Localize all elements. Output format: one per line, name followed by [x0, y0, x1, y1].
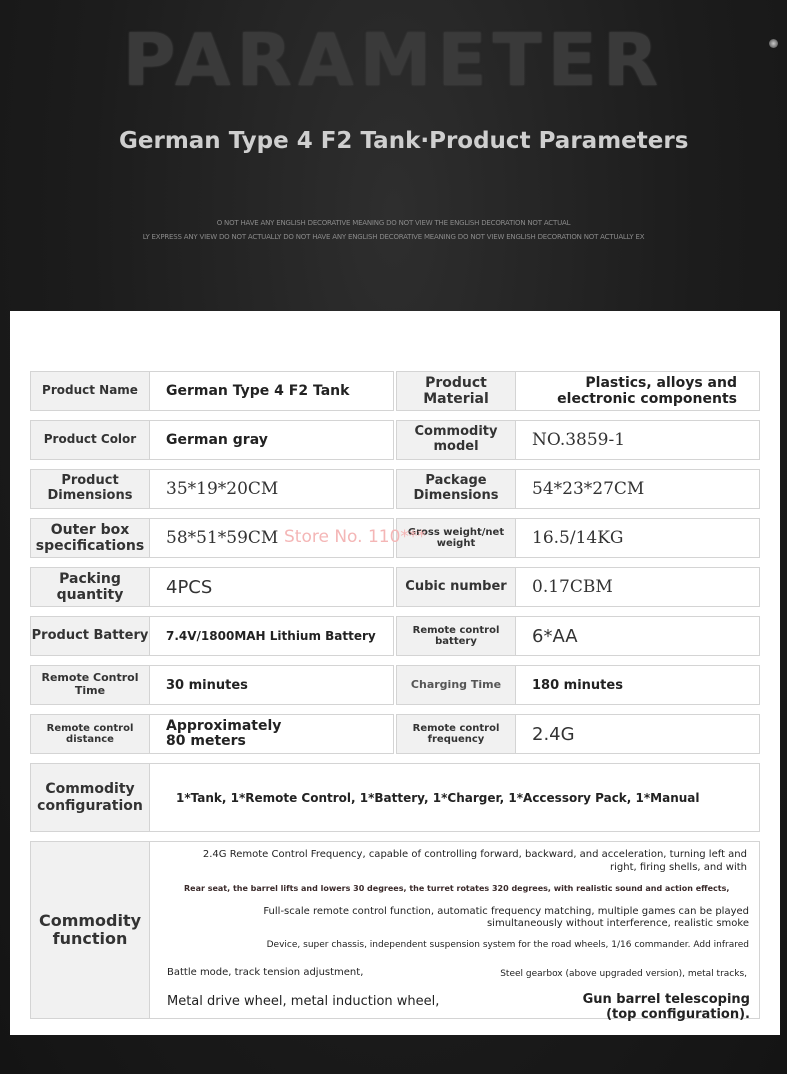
- value-product-material: Plastics, alloys and electronic components: [515, 371, 760, 411]
- function-line-3: Rear seat, the barrel lifts and lowers 30 degrees, the turret rotates 320 degrees, with realistic sound and action effects,: [184, 884, 730, 893]
- value-commodity-model: NO.3859-1: [515, 420, 760, 460]
- store-watermark: Store No. 110***: [284, 527, 426, 547]
- label-commodity-function: Commodity function: [30, 841, 150, 1019]
- label-product-battery: Product Battery: [30, 616, 150, 656]
- label-gross-net-weight: Gross weight/net weight: [396, 518, 516, 558]
- label-product-color: Product Color: [30, 420, 150, 460]
- label-product-material: Product Material: [396, 371, 516, 411]
- label-commodity-model: Commodity model: [396, 420, 516, 460]
- label-outer-box: Outer box specifications: [30, 518, 150, 558]
- function-line-7: Battle mode, track tension adjustment,: [167, 967, 364, 978]
- label-charging-time: Charging Time: [396, 665, 516, 705]
- value-charging-time: 180 minutes: [515, 665, 760, 705]
- value-packing-quantity: 4PCS: [149, 567, 394, 607]
- value-remote-battery: 6*AA: [515, 616, 760, 656]
- label-product-dimensions: Product Dimensions: [30, 469, 150, 509]
- function-line-6: Device, super chassis, independent suspension system for the road wheels, 1/16 commander. Add infrared: [266, 940, 749, 950]
- page-title: German Type 4 F2 Tank·Product Parameters: [119, 128, 689, 154]
- function-line-1: 2.4G Remote Control Frequency, capable of controlling forward, backward, and acceleration, turning left and: [202, 849, 747, 860]
- value-product-color: German gray: [149, 420, 394, 460]
- value-remote-time: 30 minutes: [149, 665, 394, 705]
- value-product-dimensions: 35*19*20CM: [149, 469, 394, 509]
- value-remote-distance: Approximately 80 meters: [149, 714, 394, 754]
- label-remote-frequency: Remote control frequency: [396, 714, 516, 754]
- label-product-name: Product Name: [30, 371, 150, 411]
- label-cubic-number: Cubic number: [396, 567, 516, 607]
- label-remote-battery: Remote control battery: [396, 616, 516, 656]
- light-dot-icon: [769, 39, 778, 48]
- label-remote-time: Remote Control Time: [30, 665, 150, 705]
- label-packing-quantity: Packing quantity: [30, 567, 150, 607]
- function-line-11: (top configuration).: [606, 1007, 750, 1022]
- function-line-10: Gun barrel telescoping: [582, 992, 750, 1007]
- function-line-9: Metal drive wheel, metal induction wheel,: [167, 994, 440, 1009]
- value-product-battery: 7.4V/1800MAH Lithium Battery: [149, 616, 394, 656]
- value-commodity-configuration: 1*Tank, 1*Remote Control, 1*Battery, 1*Charger, 1*Accessory Pack, 1*Manual: [149, 763, 760, 832]
- value-outer-box: 58*51*59CM: [149, 518, 394, 558]
- value-product-name: German Type 4 F2 Tank: [149, 371, 394, 411]
- header-banner: [0, 0, 787, 300]
- function-line-4: Full-scale remote control function, automatic frequency matching, multiple games can be played: [263, 906, 749, 917]
- value-gross-net-weight: 16.5/14KG: [515, 518, 760, 558]
- label-remote-distance: Remote control distance: [30, 714, 150, 754]
- label-commodity-configuration: Commodity configuration: [30, 763, 150, 832]
- parameter-heading: PARAMETER: [122, 18, 665, 102]
- label-package-dimensions: Package Dimensions: [396, 469, 516, 509]
- value-remote-frequency: 2.4G: [515, 714, 760, 754]
- function-line-8: Steel gearbox (above upgraded version), metal tracks,: [500, 969, 747, 979]
- value-cubic-number: 0.17CBM: [515, 567, 760, 607]
- value-package-dimensions: 54*23*27CM: [515, 469, 760, 509]
- decorative-text-line-2: LY EXPRESS ANY VIEW DO NOT ACTUALLY DO NOT HAVE ANY ENGLISH DECORATIVE MEANING DO NOT VIEW ENGLISH DECORATION NOT ACTUALLY EX: [142, 233, 645, 241]
- function-line-5: simultaneously without interference, realistic smoke: [486, 918, 749, 929]
- decorative-text-line-1: O NOT HAVE ANY ENGLISH DECORATIVE MEANING DO NOT VIEW THE ENGLISH DECORATION NOT ACTUAL: [216, 219, 571, 227]
- function-line-2: right, firing shells, and with: [610, 862, 747, 873]
